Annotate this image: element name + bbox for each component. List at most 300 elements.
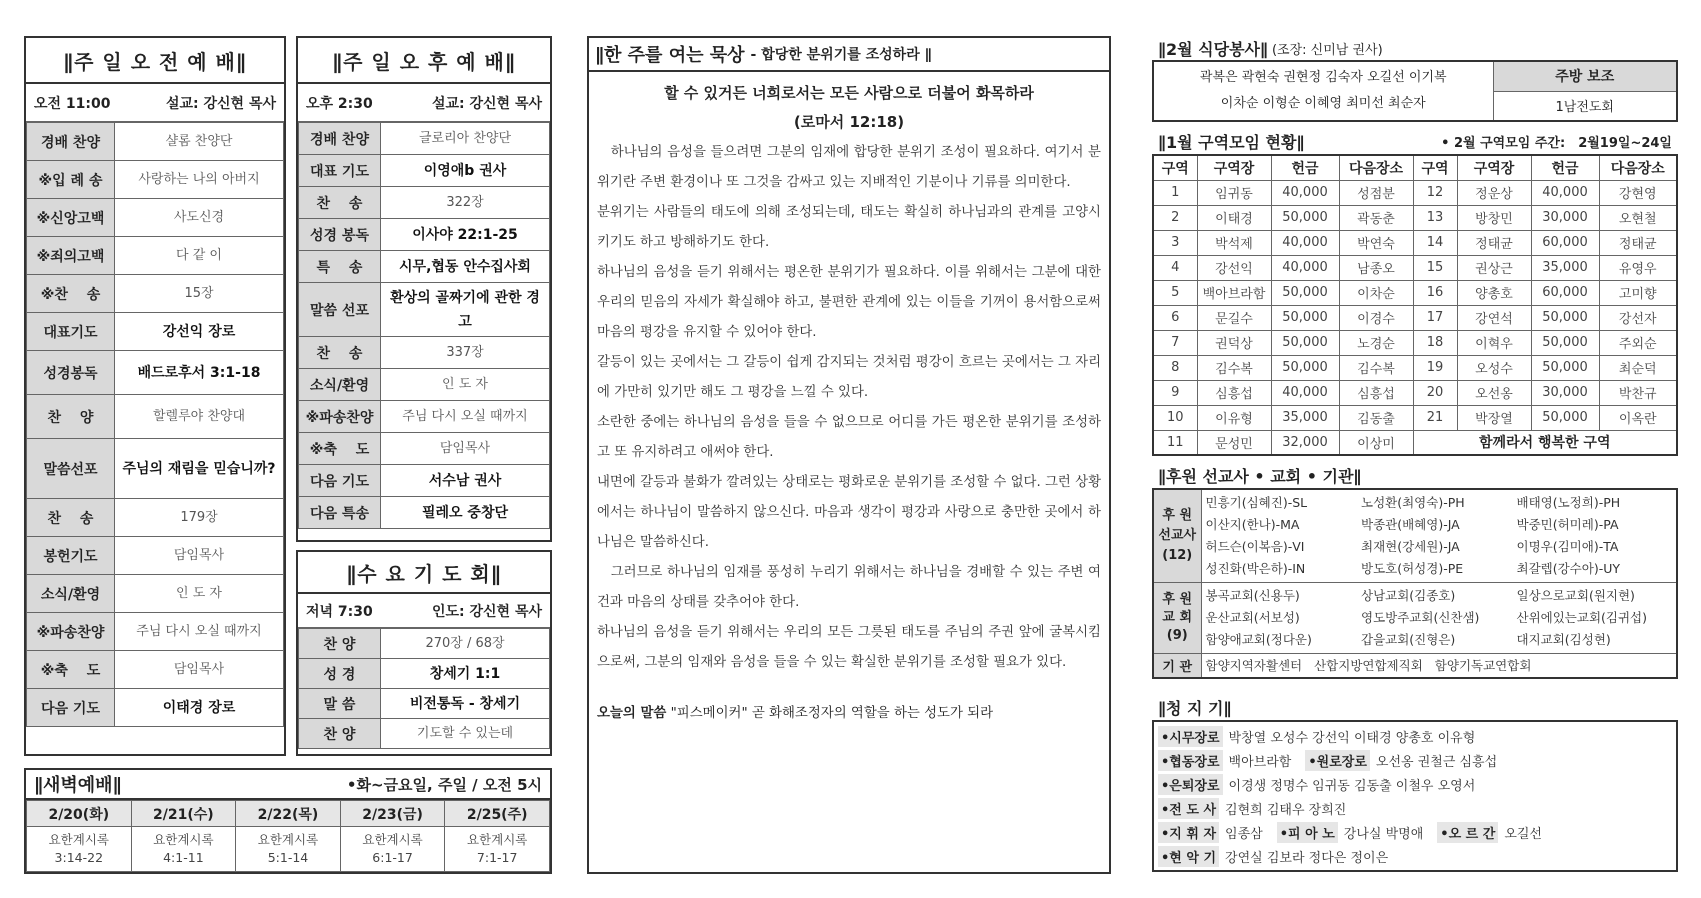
- district-cell: 40,000: [1271, 180, 1339, 205]
- support-church-item: 함양애교회(정다운): [1205, 632, 1312, 647]
- sunday-am-order-row: [27, 613, 284, 651]
- wednesday-title: ∥수 요 기 도 회∥: [298, 552, 550, 594]
- sunday-pm-order-row-value: 이사야 22:1-25: [381, 219, 550, 251]
- dawn-text: [340, 827, 445, 872]
- district-cell: 김동출: [1339, 405, 1413, 430]
- sunday-am-order-row: [27, 689, 284, 727]
- duty-names: 오길선: [1504, 826, 1542, 842]
- sunday-am-order-row: [27, 237, 284, 275]
- sunday-am-order-table: [26, 122, 284, 727]
- district-cell: 40,000: [1271, 255, 1339, 280]
- district-cell: 이옥란: [1599, 405, 1677, 430]
- district-cell: 박장열: [1457, 405, 1531, 430]
- district-cell: 60,000: [1531, 280, 1599, 305]
- district-cell: 오성수: [1457, 355, 1531, 380]
- district-cell: 이상미: [1339, 430, 1413, 455]
- meditation-header: [589, 38, 1109, 72]
- dawn-panel: [24, 768, 552, 874]
- support-church-row: [1206, 629, 1673, 651]
- sunday-pm-order-row-value: 필레오 중창단: [381, 497, 550, 529]
- sunday-am-order-row-value: 이태경 장로: [115, 689, 284, 727]
- kitchen-title: ∥2월 식당봉사∥: [1158, 39, 1268, 59]
- district-cell: 30,000: [1531, 205, 1599, 230]
- district-cell: 강현영: [1599, 180, 1677, 205]
- sunday-am-order-row-value: 배드로후서 3:1-18: [115, 351, 284, 395]
- sunday-am-preacher: 설교: 강신현 목사: [165, 95, 276, 112]
- meditation-verse: 할 수 있거든 너희로서는 모든 사람으로 더불어 화목하라: [664, 84, 1034, 102]
- support-church-item: 봉곡교회(신용두): [1205, 588, 1300, 603]
- support-missionary-item: 박중민(허미레)-PA: [1516, 517, 1619, 532]
- sunday-am-order-row: [27, 313, 284, 351]
- dawn-verse: 7:1-17: [476, 850, 518, 865]
- sunday-pm-order-row: [299, 219, 550, 251]
- duty-section: [1152, 694, 1678, 874]
- wednesday-time: 저녁 7:30: [306, 603, 373, 620]
- wednesday-order-row-value: 비전통독 - 창세기: [381, 689, 550, 719]
- wednesday-order-row: [299, 659, 550, 689]
- wednesday-order-row-value: 창세기 1:1: [381, 659, 550, 689]
- sunday-am-order-row-value: 주님 다시 오실 때까지: [115, 613, 284, 651]
- dawn-verse: 6:1-17: [372, 850, 413, 865]
- sunday-am-order-row-label: 말씀선포: [27, 439, 115, 499]
- dawn-text-row: [27, 827, 550, 872]
- district-cell: 남종오: [1339, 255, 1413, 280]
- wednesday-order-table: [298, 628, 550, 749]
- district-cell: 이유형: [1197, 405, 1271, 430]
- dawn-date: 2/22(목): [236, 801, 341, 827]
- district-row: [1153, 230, 1677, 255]
- district-cell: 강선익: [1197, 255, 1271, 280]
- district-cell: 50,000: [1271, 205, 1339, 230]
- meditation-body: [589, 72, 1109, 727]
- sunday-am-order-row-label: 대표기도: [27, 313, 115, 351]
- district-cell: 1: [1153, 180, 1197, 205]
- district-cell: 김수복: [1339, 355, 1413, 380]
- meditation-paragraph: 하나님의 음성을 듣기 위해서는 우리의 모든 그릇된 태도를 주님의 주권 앞에 굴복시킴으로써, 그분의 임재와 음성을 들을 수 있는 확실한 분위기를 조성할 필요가 있다.: [597, 625, 1101, 670]
- district-cell: 강선자: [1599, 305, 1677, 330]
- sunday-am-order-row: [27, 395, 284, 439]
- duty-names: 이경생 정명수 임귀동 김동출 이철우 오영서: [1228, 778, 1476, 794]
- sunday-pm-order-row-label: 말씀 선포: [299, 283, 381, 337]
- sunday-pm-order-row-label: 대표 기도: [299, 155, 381, 187]
- district-cell: 박찬규: [1599, 380, 1677, 405]
- kitchen-header: [1152, 36, 1678, 60]
- duty-label: •피 아 노: [1277, 822, 1338, 843]
- dawn-header: [26, 770, 550, 800]
- district-last-note: 함께라서 행복한 구역: [1413, 430, 1677, 455]
- district-cell: 6: [1153, 305, 1197, 330]
- support-missionary-item: 허드슨(이복음)-VI: [1205, 539, 1305, 554]
- sunday-am-order-row: [27, 537, 284, 575]
- district-cell: 권상근: [1457, 255, 1531, 280]
- sunday-am-order-row-label: ※파송찬양: [27, 613, 115, 651]
- district-cell: 정운상: [1457, 180, 1531, 205]
- support-missionary-row: [1206, 492, 1673, 514]
- sunday-am-order-row-label: ※신앙고백: [27, 199, 115, 237]
- district-table: [1152, 154, 1678, 456]
- wednesday-order-row-label: 찬 양: [299, 629, 381, 659]
- district-cell: 40,000: [1271, 230, 1339, 255]
- sunday-pm-order-row: [299, 283, 550, 337]
- sunday-pm-order-table: [298, 122, 550, 529]
- sunday-pm-order-row-value: 주님 다시 오실 때까지: [381, 401, 550, 433]
- sunday-am-order-row-value: 담임목사: [115, 651, 284, 689]
- sunday-pm-order-row: [299, 155, 550, 187]
- sunday-am-order-row: [27, 161, 284, 199]
- sunday-pm-title: ∥주 일 오 후 예 배∥: [298, 38, 550, 84]
- dawn-text: [27, 827, 132, 872]
- dawn-text: [236, 827, 341, 872]
- district-cell: 13: [1413, 205, 1457, 230]
- district-cell: 정태균: [1457, 230, 1531, 255]
- sunday-pm-order-row-value: 337장: [381, 337, 550, 369]
- district-cell: 32,000: [1271, 430, 1339, 455]
- support-missionary-item: 최갈렙(강수아)-UY: [1516, 561, 1620, 576]
- sunday-am-order-row-value: 담임목사: [115, 537, 284, 575]
- support-title: ∥후원 선교사 • 교회 • 기관∥: [1158, 466, 1362, 486]
- sunday-pm-time: 오후 2:30: [306, 95, 373, 112]
- district-cell: 8: [1153, 355, 1197, 380]
- support-missionary-item: 박종관(배혜영)-JA: [1361, 517, 1460, 532]
- dawn-title: ∥새벽예배∥: [34, 775, 122, 796]
- duty-box: [1152, 720, 1678, 872]
- sunday-pm-order-row-label: 찬 송: [299, 337, 381, 369]
- sunday-am-order-row-value: 사도신경: [115, 199, 284, 237]
- district-cell: 5: [1153, 280, 1197, 305]
- kitchen-section: [1152, 36, 1678, 128]
- support-org-label: 기 관: [1153, 654, 1201, 678]
- sunday-pm-order-row-label: 특 송: [299, 251, 381, 283]
- duty-label: •협동장로: [1158, 750, 1223, 771]
- support-missionary-item: 민흥기(심혜진)-SL: [1205, 495, 1308, 510]
- sunday-am-order-row-label: ※축 도: [27, 651, 115, 689]
- district-row: [1153, 205, 1677, 230]
- sunday-pm-order-row-label: 성경 봉독: [299, 219, 381, 251]
- duty-row: [1158, 844, 1672, 868]
- support-org-item: 함양기독교연합회: [1434, 658, 1532, 674]
- dawn-date: 2/20(화): [27, 801, 132, 827]
- kitchen-table: [1152, 60, 1678, 122]
- support-missionary-list: [1206, 492, 1673, 580]
- sunday-pm-order-row-value: 322장: [381, 187, 550, 219]
- district-cell: 심흥섭: [1339, 380, 1413, 405]
- sunday-pm-order-row: [299, 401, 550, 433]
- dawn-verse: 4:1-11: [163, 850, 204, 865]
- duty-label: •지 휘 자: [1158, 822, 1219, 843]
- duty-names: 임종삼: [1225, 826, 1263, 842]
- sunday-am-order-row-value: 사랑하는 나의 아버지: [115, 161, 284, 199]
- meditation-panel: [587, 36, 1111, 874]
- dawn-date: 2/25(주): [445, 801, 550, 827]
- duty-label: •시무장로: [1158, 726, 1223, 747]
- district-cell: 박석제: [1197, 230, 1271, 255]
- district-row: [1153, 255, 1677, 280]
- meditation-paragraph: 하나님의 음성을 들으려면 그분의 임재에 합당한 분위기 조성이 필요하다. 여기서 분위기란 주변 환경이나 또 그것을 감싸고 있는 지배적인 기분이나 기류를 의미한다.: [597, 145, 1101, 190]
- sunday-am-order-row: [27, 499, 284, 537]
- support-church-item: 갑을교회(진형은): [1361, 632, 1456, 647]
- sunday-am-order-row-label: 소식/환영: [27, 575, 115, 613]
- sunday-pm-order-row-label: 다음 특송: [299, 497, 381, 529]
- district-cell: 40,000: [1271, 380, 1339, 405]
- dawn-book: 요한계시록: [257, 832, 319, 847]
- district-cell: 권덕상: [1197, 330, 1271, 355]
- duty-names: 백아브라함: [1228, 754, 1292, 770]
- duty-label: •원로장로: [1305, 750, 1370, 771]
- district-cell: 60,000: [1531, 230, 1599, 255]
- district-cell: 문길수: [1197, 305, 1271, 330]
- sunday-am-order-row-value: 할렐루야 찬양대: [115, 395, 284, 439]
- wednesday-panel: [296, 550, 552, 756]
- support-church-item: 운산교회(서보성): [1205, 610, 1300, 625]
- kitchen-assist-label: 주방 보조: [1493, 61, 1677, 91]
- sunday-am-order-row-label: ※입 례 송: [27, 161, 115, 199]
- sunday-am-order-row-value: 15장: [115, 275, 284, 313]
- support-org-item: 산합지방연합제직회: [1314, 658, 1423, 674]
- district-cell: 이혁우: [1457, 330, 1531, 355]
- district-cell: 20: [1413, 380, 1457, 405]
- wednesday-order-row-value: 기도할 수 있는데: [381, 719, 550, 749]
- district-row: [1153, 280, 1677, 305]
- support-church-item: 산위에있는교회(김귀섭): [1516, 610, 1648, 625]
- sunday-am-order-row-label: 다음 기도: [27, 689, 115, 727]
- support-missionary-row: [1206, 558, 1673, 580]
- sunday-am-order-row: [27, 275, 284, 313]
- duty-names: 강나실 박명애: [1343, 826, 1424, 842]
- dawn-text: [131, 827, 236, 872]
- sunday-am-order-row-label: 성경봉독: [27, 351, 115, 395]
- wednesday-order-row: [299, 629, 550, 659]
- sunday-pm-order-row-label: ※파송찬양: [299, 401, 381, 433]
- district-row: [1153, 405, 1677, 430]
- meditation-paragraph: 소란한 중에는 하나님의 음성을 들을 수 없으므로 어디를 가든 평온한 분위기를 조성하고 또 유지하려고 애써야 한다.: [597, 415, 1101, 460]
- duty-row: [1158, 820, 1672, 844]
- district-cell: 성점분: [1339, 180, 1413, 205]
- sunday-pm-order-row-value: 이영애b 권사: [381, 155, 550, 187]
- district-header-cell: 다음장소: [1339, 155, 1413, 180]
- duty-names: 강연실 김보라 정다은 정이은: [1225, 850, 1389, 866]
- support-org-item: 함양지역자활센터: [1205, 658, 1303, 674]
- sunday-am-order-row-value: 주님의 재림을 믿습니까?: [115, 439, 284, 499]
- support-church-list: [1206, 585, 1673, 651]
- district-cell: 이태경: [1197, 205, 1271, 230]
- sunday-pm-order-row-label: 다음 기도: [299, 465, 381, 497]
- wednesday-leader: 인도: 강신현 목사: [431, 603, 542, 620]
- district-cell: 19: [1413, 355, 1457, 380]
- district-cell: 50,000: [1271, 330, 1339, 355]
- support-church-item: 일상으로교회(원지현): [1516, 588, 1635, 603]
- district-cell: 50,000: [1271, 280, 1339, 305]
- dawn-book: 요한계시록: [362, 832, 423, 847]
- sunday-pm-order-row-label: 경배 찬양: [299, 123, 381, 155]
- district-cell: 이차순: [1339, 280, 1413, 305]
- sunday-am-order-row-value: 인 도 자: [115, 575, 284, 613]
- sunday-pm-panel: [296, 36, 552, 542]
- dawn-verse: 3:14-22: [54, 850, 104, 865]
- district-header-row: [1153, 155, 1677, 180]
- district-cell: 30,000: [1531, 380, 1599, 405]
- district-header-cell: 구역: [1153, 155, 1197, 180]
- district-header-cell: 헌금: [1271, 155, 1339, 180]
- district-row: [1153, 330, 1677, 355]
- support-missionary-item: 이산지(한나)-MA: [1205, 517, 1300, 532]
- meditation-paragraphs: [597, 138, 1101, 678]
- support-church-label: 후 원 교 회 (9): [1153, 583, 1201, 654]
- district-cell: 주외순: [1599, 330, 1677, 355]
- kitchen-names-line1: 곽복은 곽현숙 권현정 김숙자 오길선 이기복: [1199, 70, 1447, 85]
- duty-label: •현 악 기: [1158, 846, 1219, 867]
- district-cell: 17: [1413, 305, 1457, 330]
- district-cell: 고미향: [1599, 280, 1677, 305]
- meditation-subtitle: - 합당한 분위기를 조성하라 ∥: [750, 47, 932, 63]
- sunday-am-order-row-label: 찬 송: [27, 499, 115, 537]
- district-cell: 9: [1153, 380, 1197, 405]
- district-cell: 방창민: [1457, 205, 1531, 230]
- district-cell: 35,000: [1271, 405, 1339, 430]
- sunday-am-order-row-value: 179장: [115, 499, 284, 537]
- support-missionary-item: 배태영(노정희)-PH: [1516, 495, 1621, 510]
- district-cell: 2: [1153, 205, 1197, 230]
- district-note: • 2월 구역모임 주간: 2월19일~24일: [1441, 135, 1672, 151]
- dawn-text: [445, 827, 550, 872]
- sunday-am-title: ∥주 일 오 전 예 배∥: [26, 38, 284, 84]
- sunday-pm-order-row: [299, 369, 550, 401]
- meditation-paragraph: 갈등이 있는 곳에서는 그 갈등이 쉽게 감지되는 것처럼 평강이 흐르는 곳에서는 그 자리에 가만히 있기만 해도 그 평강을 느낄 수 있다.: [597, 355, 1101, 400]
- district-cell: 임귀동: [1197, 180, 1271, 205]
- district-cell: 15: [1413, 255, 1457, 280]
- dawn-book: 요한계시록: [466, 832, 528, 847]
- duty-row: [1158, 796, 1672, 820]
- district-cell: 곽동춘: [1339, 205, 1413, 230]
- sunday-pm-preacher: 설교: 강신현 목사: [431, 95, 542, 112]
- duty-names: 오선옹 권철근 심흥섭: [1375, 754, 1498, 770]
- sunday-pm-order-row: [299, 187, 550, 219]
- sunday-am-order-row: [27, 351, 284, 395]
- duty-row: [1158, 748, 1672, 772]
- sunday-pm-order-row-value: 글로리아 찬양단: [381, 123, 550, 155]
- sunday-am-order-row-value: 다 같 이: [115, 237, 284, 275]
- district-header-cell: 구역장: [1457, 155, 1531, 180]
- support-church-row: [1206, 585, 1673, 607]
- district-cell: 18: [1413, 330, 1457, 355]
- sunday-pm-order-row: [299, 251, 550, 283]
- support-church-item: 상남교회(김종호): [1361, 588, 1456, 603]
- district-cell: 양총호: [1457, 280, 1531, 305]
- sunday-am-order-row: [27, 199, 284, 237]
- kitchen-assist-value: 1남전도회: [1493, 91, 1677, 121]
- sunday-am-order-row-label: 찬 양: [27, 395, 115, 439]
- meditation-closing-text: "피스메이커" 곧 화해조정자의 역할을 하는 성도가 되라: [670, 706, 994, 721]
- district-cell: 문성민: [1197, 430, 1271, 455]
- dawn-date: 2/23(금): [340, 801, 445, 827]
- district-cell: 최순덕: [1599, 355, 1677, 380]
- support-church-item: 영도방주교회(신찬샘): [1361, 610, 1480, 625]
- dawn-schedule-table: [26, 800, 550, 872]
- district-cell: 이경수: [1339, 305, 1413, 330]
- district-cell: 오현철: [1599, 205, 1677, 230]
- sunday-pm-order-row-label: ※축 도: [299, 433, 381, 465]
- sunday-pm-order-row-label: 소식/환영: [299, 369, 381, 401]
- duty-label: •전 도 사: [1158, 798, 1219, 819]
- sunday-am-time-row: [26, 84, 284, 122]
- kitchen-names: [1153, 61, 1493, 121]
- meditation-title: ∥한 주를 여는 묵상: [595, 45, 745, 66]
- dawn-date: 2/21(수): [131, 801, 236, 827]
- meditation-paragraph: 하나님의 음성을 듣기 위해서는 평온한 분위기가 필요하다. 이를 위해서는 그분에 대한 우리의 믿음의 자세가 확실해야 하고, 불편한 관계에 있는 이들을 기꺼이 용서함으로써 마음의 평강을 유지할 수 있어야 한다.: [597, 265, 1101, 340]
- wednesday-time-row: [298, 594, 550, 628]
- duty-row: [1158, 724, 1672, 748]
- support-missionary-item: 노성환(최영숙)-PH: [1361, 495, 1465, 510]
- district-header-cell: 헌금: [1531, 155, 1599, 180]
- district-cell: 50,000: [1271, 355, 1339, 380]
- district-header-cell: 구역: [1413, 155, 1457, 180]
- sunday-pm-order-row: [299, 123, 550, 155]
- district-cell: 백아브라함: [1197, 280, 1271, 305]
- dawn-date-row: [27, 801, 550, 827]
- district-section: [1152, 128, 1678, 460]
- sunday-am-order-row: [27, 575, 284, 613]
- support-missionary-item: 최재현(강세원)-JA: [1361, 539, 1460, 554]
- sunday-am-order-row: [27, 439, 284, 499]
- sunday-pm-order-row: [299, 465, 550, 497]
- support-missionary-item: 성진화(박은하)-IN: [1205, 561, 1306, 576]
- duty-names: 김현희 김태우 장희진: [1225, 802, 1347, 818]
- support-missionary-item: 이명우(김미애)-TA: [1516, 539, 1619, 554]
- district-cell: 노경순: [1339, 330, 1413, 355]
- sunday-pm-order-row: [299, 337, 550, 369]
- district-cell: 4: [1153, 255, 1197, 280]
- meditation-closing: [597, 702, 1101, 721]
- district-cell: 10: [1153, 405, 1197, 430]
- sunday-am-time: 오전 11:00: [34, 95, 111, 112]
- district-cell: 50,000: [1531, 355, 1599, 380]
- sunday-am-order-row-label: ※죄의고백: [27, 237, 115, 275]
- meditation-ref: (로마서 12:18): [793, 113, 905, 131]
- meditation-paragraph: 분위기는 사람들의 태도에 의해 조성되는데, 태도는 확실히 하나님과의 관계를 고양시키기도 하고 방해하기도 한다.: [597, 205, 1101, 250]
- meditation-paragraph: 내면에 갈등과 불화가 깔려있는 상태로는 평화로운 분위기를 조성할 수 없다. 그런 상황에서는 하나님이 말씀하지 않으신다. 마음과 생각이 평강과 사랑으로 충만한 곳에서 하나님은 말씀하신다.: [597, 475, 1101, 550]
- duty-names: 박창열 오성수 강선익 이태경 양총호 이유형: [1228, 730, 1476, 746]
- district-cell: 50,000: [1531, 305, 1599, 330]
- district-row: [1153, 180, 1677, 205]
- wednesday-order-row: [299, 689, 550, 719]
- sunday-pm-time-row: [298, 84, 550, 122]
- sunday-am-panel: [24, 36, 286, 756]
- wednesday-order-row-value: 270장 / 68장: [381, 629, 550, 659]
- sunday-pm-order-row-value: 환상의 골짜기에 관한 경고: [381, 283, 550, 337]
- district-cell: 16: [1413, 280, 1457, 305]
- district-row: [1153, 305, 1677, 330]
- district-cell: 11: [1153, 430, 1197, 455]
- district-title: ∥1월 구역모임 현황∥: [1158, 132, 1305, 152]
- district-cell: 3: [1153, 230, 1197, 255]
- district-header-cell: 구역장: [1197, 155, 1271, 180]
- support-org-list: [1206, 656, 1673, 674]
- duty-row: [1158, 772, 1672, 796]
- district-cell: 7: [1153, 330, 1197, 355]
- district-cell: 14: [1413, 230, 1457, 255]
- dawn-schedule: •화~금요일, 주일 / 오전 5시: [346, 775, 542, 794]
- district-cell: 정태균: [1599, 230, 1677, 255]
- sunday-am-order-row: [27, 651, 284, 689]
- support-missionary-row: [1206, 514, 1673, 536]
- wednesday-order-row: [299, 719, 550, 749]
- duty-label: •은퇴장로: [1158, 774, 1223, 795]
- sunday-am-order-row-label: 봉헌기도: [27, 537, 115, 575]
- district-cell: 50,000: [1531, 405, 1599, 430]
- district-cell: 12: [1413, 180, 1457, 205]
- wednesday-order-row-label: 성 경: [299, 659, 381, 689]
- meditation-paragraph: 그러므로 하나님의 임재를 풍성히 누리기 위해서는 하나님을 경배할 수 있는 주변 여건과 마음의 상태를 갖추어야 한다.: [597, 565, 1101, 610]
- meditation-closing-label: 오늘의 말씀: [597, 706, 667, 721]
